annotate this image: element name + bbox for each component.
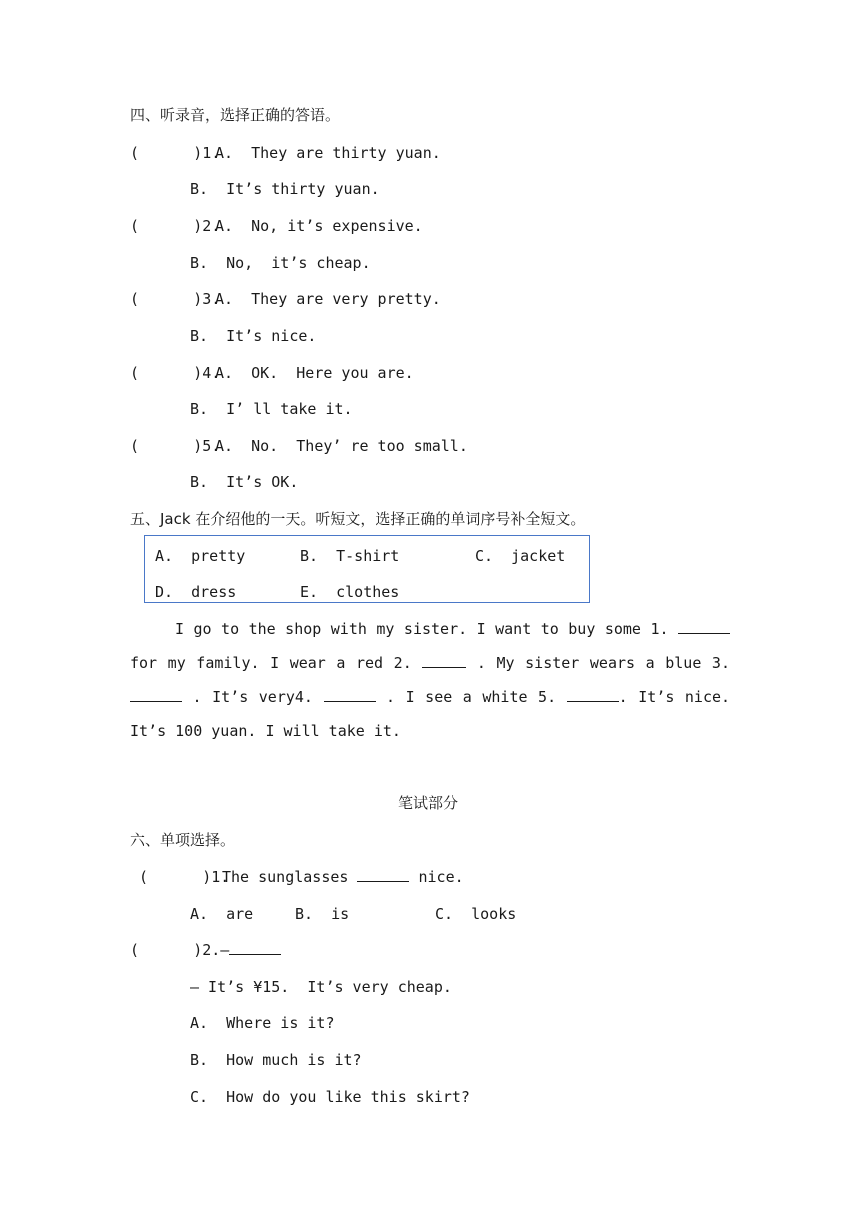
option-b: B. is [295, 905, 350, 923]
answer-blank [229, 940, 281, 955]
option-a: A. are [190, 905, 254, 923]
answer-blank [422, 653, 466, 668]
question-prefix: ( )2. [130, 217, 221, 235]
question-prefix: ( )2.— [130, 941, 230, 959]
option-b: B. I’ ll take it. [190, 400, 353, 418]
option-b: B. It’s nice. [190, 327, 317, 345]
option-a: A. They are very pretty. [215, 290, 441, 308]
option-c: C. How do you like this skirt? [190, 1088, 470, 1106]
option-a: A. They are thirty yuan. [215, 144, 441, 162]
section-5-heading: 五、Jack 在介绍他的一天。听短文，选择正确的单词序号补全短文。 [130, 510, 586, 528]
section-6-heading: 六、单项选择。 [130, 831, 236, 849]
written-part-title: 笔试部分 [398, 794, 459, 812]
answer-blank [130, 687, 182, 702]
question-prefix: ( )4. [130, 364, 221, 382]
option-a: A. OK. Here you are. [215, 364, 414, 382]
option-b: B. How much is it? [190, 1051, 362, 1069]
option-b: B. It’s thirty yuan. [190, 180, 380, 198]
option-a: A. No. They’ re too small. [215, 437, 468, 455]
option-b: B. No, it’s cheap. [190, 254, 371, 272]
question-prefix: ( )5. [130, 437, 221, 455]
passage-text: . It’s nice. It’s 100 yuan. I will take it. [130, 688, 731, 740]
option-a: A. No, it’s expensive. [215, 217, 423, 235]
question-prefix: ( )3. [130, 290, 221, 308]
question-prefix: ( )1. [130, 868, 230, 886]
question-stem [222, 867, 464, 887]
word-bank-option: C. jacket [475, 547, 566, 565]
answer-blank [678, 619, 730, 634]
word-bank-option: A. pretty [155, 547, 246, 565]
reply-line: — It’s ¥15. It’s very cheap. [190, 978, 452, 996]
passage-text: . I see a white 5. [386, 688, 557, 706]
answer-blank [357, 867, 409, 882]
cloze-passage [130, 612, 730, 748]
answer-blank [567, 687, 619, 702]
passage-text: for my family. I wear a red 2. [130, 654, 412, 672]
question-prefix: ( )1. [130, 144, 221, 162]
option-a: A. Where is it? [190, 1014, 335, 1032]
stem-text: nice. [418, 868, 464, 886]
passage-text: I go to the shop with my sister. I want to buy some 1. [175, 620, 669, 638]
stem-text: The sunglasses [222, 868, 349, 886]
option-c: C. looks [435, 905, 517, 923]
word-bank-option: B. T-shirt [300, 547, 400, 565]
word-bank-option: D. dress [155, 583, 237, 601]
option-b: B. It’s OK. [190, 473, 299, 491]
question-prefix-2 [130, 940, 281, 960]
passage-text: . It’s very4. [192, 688, 313, 706]
section-4-heading: 四、听录音，选择正确的答语。 [130, 106, 341, 124]
answer-blank [324, 687, 376, 702]
passage-text: . My sister wears a blue 3. [476, 654, 730, 672]
word-bank-option: E. clothes [300, 583, 400, 601]
